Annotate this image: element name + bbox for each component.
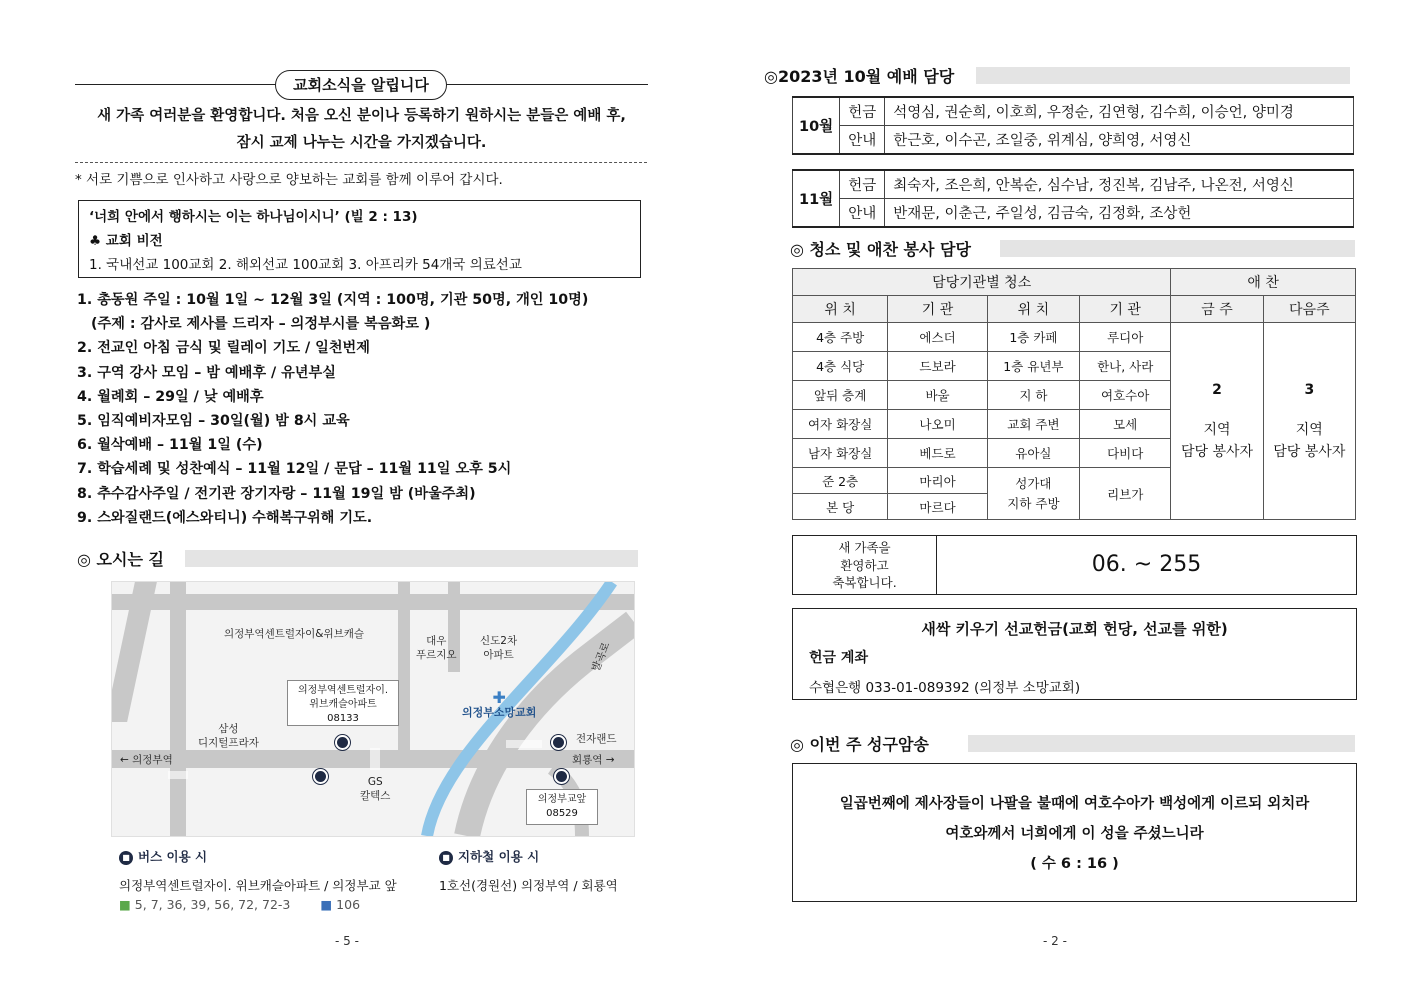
vision-text: 1. 국내선교 100교회 2. 해외선교 100교회 3. 아프리카 54개국 의료선교 [89,257,522,273]
month-cell: 11월 [793,170,840,227]
news-item: 3. 구역 강사 모임 – 밤 예배후 / 유년부실 [77,364,336,381]
map-label-apartment: 의정부역센트럴자이&위브캐슬 [224,628,365,640]
table-row [793,323,1356,352]
map-label-daewoo: 대우 푸르지오 [416,635,457,661]
new-family-box [792,535,1357,595]
offering-account: 수협은행 033-01-089392 (의정부 소망교회) [809,680,1081,696]
worship-table-nov [792,169,1354,228]
bus-icon: ■ [119,851,133,865]
news-item: 1. 총동원 주일 : 10월 1일 ~ 12월 3일 (지역 : 100명, 기관 50명, 개인 10명) [77,292,589,308]
cleaning-title: ◎ 청소 및 애찬 봉사 담당 [790,237,979,260]
news-item: 2. 전교인 아침 금식 및 릴레이 기도 / 일천번제 [77,340,370,357]
meal-this-week: 2 지역 담당 봉사자 [1171,323,1263,520]
bus-stop-icon [554,769,569,784]
worship-heading [764,67,1350,85]
col-header: 금 주 [1171,296,1263,323]
table-cell: 지 하 [987,381,1079,410]
news-item: 7. 학습세례 및 성찬예식 – 11월 12일 / 문답 – 11월 11일 오후 5시 [77,461,512,478]
blue-bus-icon: ■ [320,897,333,912]
memory-heading [790,735,1355,753]
offering-label: 헌금 계좌 [809,650,868,666]
table-cell: 에스더 [888,323,987,352]
cleaning-table [792,268,1356,520]
memory-reference: ( 수 6 : 16 ) [1030,856,1119,872]
table-cell: 모세 [1080,410,1171,439]
table-cell: 여자 화장실 [793,410,888,439]
cleaning-heading [790,240,1355,258]
names-cell: 한근호, 이수곤, 조일중, 위계심, 양희영, 서영신 [885,126,1354,155]
new-family-label: 새 가족을 환영하고 축복합니다. [793,536,937,594]
bus-stop-icon [551,735,566,750]
welcome-line-1: 새 가족 여러분을 환영합니다. 처음 오신 분이나 등록하기 원하시는 분들은 예배 후, [97,108,626,124]
heading-bar [185,550,638,567]
verse-text: ‘너희 안에서 행하시는 이는 하나님이시니’ (빌 2 : 13) [89,209,418,225]
table-cell: 드보라 [888,352,987,381]
vision-title: ♣ 교회 비전 [89,233,163,249]
church-marker-label: ✚ 의정부소망교회 [462,688,537,719]
page-number-left: - 5 - [335,934,359,948]
bus-info-title: ■ 버스 이용 시 [119,847,207,865]
subway-text: 1호선(경원선) 의정부역 / 회룡역 [439,878,618,893]
dashed-divider [75,162,647,163]
table-cell: 4층 식당 [793,352,888,381]
table-cell: 준 2층 [793,468,888,494]
worship-table-oct [792,96,1354,155]
news-item: 9. 스와질랜드(에스와티니) 수해복구위해 기도. [77,509,373,526]
subway-info-title: ■ 지하철 이용 시 [439,847,539,865]
merged-location-cell: 성가대 지하 주방 [987,468,1079,520]
church-note: * 서로 기쁨으로 인사하고 사랑으로 양보하는 교회를 함께 이루어 갑시다. [75,172,503,188]
bus-stop-icon [335,735,350,750]
col-header: 기 관 [888,296,987,323]
welcome-message [75,103,648,157]
merged-org-cell: 리브가 [1080,468,1171,520]
directions-title: ◎ 오시는 길 [77,547,172,570]
news-item: 5. 임직예비자모임 – 30일(월) 밤 8시 교육 [77,413,350,430]
heading-bar [976,67,1350,84]
memory-verse-box [792,763,1357,902]
table-cell: 여호수아 [1080,381,1171,410]
news-item: (주제 : 감사로 제사를 드리자 – 의정부시를 복음화로 ) [91,316,431,333]
table-cell: 교회 주변 [987,410,1079,439]
memory-line-2: 여호와께서 너희에게 이 성을 주셨느니라 [945,826,1204,842]
col-header: 위 치 [793,296,888,323]
welcome-line-2: 잠시 교제 나누는 시간을 가지겠습니다. [236,135,487,151]
map-label-gs-caltex: GS 칼텍스 [360,776,391,802]
table-cell: 4층 주방 [793,323,888,352]
table-cell: 1층 카페 [987,323,1079,352]
map-label-hoeryong-station: 회룡역 → [572,754,615,766]
col-header: 기 관 [1080,296,1171,323]
offering-box [792,608,1357,700]
map-label-jeonjaland: 전자랜드 [576,733,617,745]
subway-icon: ■ [439,851,453,865]
names-cell: 반재문, 이춘근, 주일성, 김금숙, 김정화, 조상헌 [885,199,1354,228]
table-cell: 베드로 [888,439,987,468]
col-header: 다음주 [1263,296,1355,323]
table-cell: 바울 [888,381,987,410]
month-cell: 10월 [793,97,840,154]
table-cell: 마리아 [888,468,987,494]
header-cleaning: 담당기관별 청소 [793,269,1171,296]
news-item: 6. 월삭예배 – 11월 1일 (수) [77,437,263,454]
news-list [77,288,657,530]
map-label-samsung: 삼성 디지털프라자 [198,723,259,749]
offering-title: 새싹 키우기 선교헌금(교회 헌당, 선교를 위한) [921,620,1228,638]
table-cell: 루디아 [1080,323,1171,352]
news-item: 4. 월례회 – 29일 / 낮 예배후 [77,388,264,405]
bus-routes: ■ 5, 7, 36, 39, 56, 72, 72-3 ■ 106 [119,897,361,912]
col-header: 위 치 [987,296,1079,323]
heading-bar [1000,240,1355,257]
new-family-value: 06. ~ 255 [1091,552,1202,577]
memory-title: ◎ 이번 주 성구암송 [790,732,937,755]
worship-title: ◎2023년 10월 예배 담당 [764,64,962,87]
bus-stop-icon [313,769,328,784]
bus-stop-text: 의정부역센트럴자이. 위브캐슬아파트 / 의정부교 앞 [119,878,397,893]
table-cell: 앞뒤 층계 [793,381,888,410]
table-cell: 나오미 [888,410,987,439]
bus-stop-box-08133: 의정부역센트럴자이. 위브캐슬아파트 08133 [287,680,399,726]
news-title: 교회소식을 알립니다 [275,70,447,100]
map-label-uijeongbu-station: ← 의정부역 [120,754,173,766]
heading-bar [968,735,1355,752]
map-label-balgok-road: 발곡로 [589,640,613,674]
directions-heading [77,550,638,568]
table-cell: 다비다 [1080,439,1171,468]
role-cell: 안내 [840,199,885,228]
table-cell: 한나, 사라 [1080,352,1171,381]
memory-line-1: 일곱번째에 제사장들이 나팔을 불때에 여호수아가 백성에게 이르되 외치라 [839,796,1310,812]
table-cell: 1층 유년부 [987,352,1079,381]
map-label-sindo: 신도2차 아파트 [480,635,518,661]
names-cell: 석영심, 권순희, 이호희, 우정순, 김연형, 김수희, 이승언, 양미경 [885,97,1354,126]
green-bus-icon: ■ [119,897,131,912]
table-cell: 마르다 [888,494,987,520]
role-cell: 헌금 [840,170,885,199]
church-logo-icon: ✚ [492,688,506,707]
role-cell: 안내 [840,126,885,155]
meal-next-week: 3 지역 담당 봉사자 [1263,323,1355,520]
bus-stop-box-08529: 의정부교앞 08529 [526,789,598,825]
news-header [75,70,648,100]
header-meal: 애 찬 [1171,269,1356,296]
page-number-right: - 2 - [1043,934,1067,948]
table-cell: 남자 화장실 [793,439,888,468]
news-item: 8. 추수감사주일 / 전기관 장기자랑 – 11월 19일 밤 (바울주최) [77,485,476,502]
table-cell: 유아실 [987,439,1079,468]
role-cell: 헌금 [840,97,885,126]
location-map [111,581,635,837]
table-cell: 본 당 [793,494,888,520]
verse-box [78,200,641,278]
names-cell: 최숙자, 조은희, 안복순, 심수남, 정진복, 김남주, 나온전, 서영신 [885,170,1354,199]
